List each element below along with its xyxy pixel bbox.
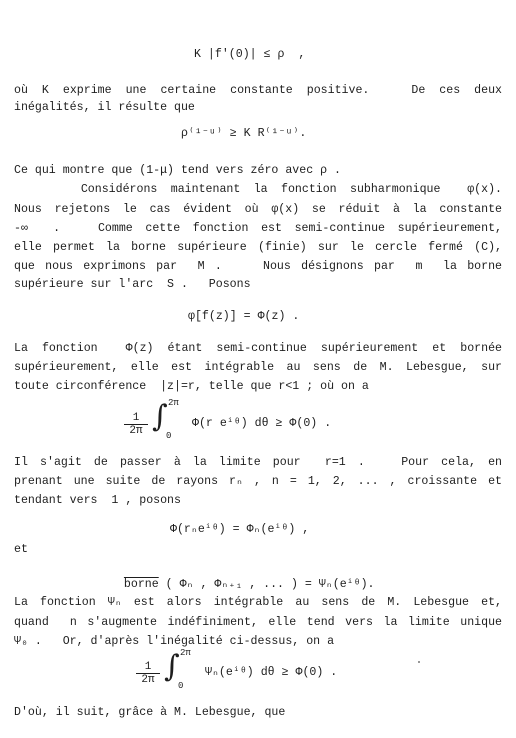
text-line: La fonction Φ(z) étant semi-continue supérieurement et bornée <box>14 342 502 355</box>
equation-rho-inequality: ρ⁽¹⁻ᵘ⁾ ≥ K R⁽¹⁻ᵘ⁾. <box>181 127 307 140</box>
text-line: La fonction Ψₙ est alors intégrable au sens de M. Lebesgue et, <box>14 596 502 609</box>
text-line: Il s'agit de passer à la limite pour r=1 . Pour cela, en <box>14 456 502 469</box>
text-line: supérieurement, elle est intégrable au sens de M. Lebesgue, sur <box>14 361 502 374</box>
text-line: et <box>14 543 28 556</box>
fraction-numerator: 1 <box>124 412 148 425</box>
fraction-numerator: 1 <box>136 661 160 674</box>
text-line: quand n s'augmente indéfiniment, elle tend vers la limite unique <box>14 616 502 629</box>
text-line: D'où, il suit, grâce à M. Lebesgue, que <box>14 706 286 719</box>
text-line: elle permet la borne supérieure (finie) sur le cercle fermé (C), <box>14 241 502 254</box>
borne-arguments: ( Φₙ , Φₙ₊₁ , ... ) = Ψₙ(eⁱᶿ). <box>158 578 375 591</box>
equation-derivative-bound: K |f'(0)| ≤ ρ , <box>194 48 306 61</box>
integral-upper-limit: 2π <box>180 648 191 658</box>
fraction-denominator: 2π <box>129 425 143 437</box>
fraction-one-over-two-pi <box>136 661 160 686</box>
text-line: Nous rejetons le cas évident où φ(x) se réduit à la constante <box>14 203 502 216</box>
text-line: Considérons maintenant la fonction subharmonique φ(x). <box>14 183 502 196</box>
integral-lower-limit: 0 <box>178 681 184 691</box>
equation-integral-integrand: Φ(r eⁱᶿ) dθ ≥ Φ(0) . <box>192 417 332 430</box>
scan-speck <box>418 661 420 663</box>
text-line: tendant vers 1 , posons <box>14 494 181 507</box>
text-line: prenant une suite de rayons rₙ , n = 1, 2, ... , croissante et <box>14 475 502 488</box>
equation-integral-integrand: Ψₙ(eⁱᶿ) dθ ≥ Φ(0) . <box>205 666 338 679</box>
text-line: Ce qui montre que (1-μ) tend vers zéro avec ρ . <box>14 164 341 177</box>
integral-upper-limit: 2π <box>168 398 179 408</box>
text-line: supérieure sur l'arc S . Posons <box>14 278 251 291</box>
equation-composition: φ[f(z)] = Φ(z) . <box>188 310 300 323</box>
integral-lower-limit: 0 <box>166 431 172 441</box>
text-line: -∞ . Comme cette fonction est semi-continue supérieurement, <box>14 222 502 235</box>
equation-psi-n-definition <box>110 564 375 592</box>
fraction-denominator: 2π <box>141 674 155 686</box>
fraction-one-over-two-pi <box>124 412 148 437</box>
integral-sign-icon: ∫ <box>152 399 168 434</box>
borne-overline: borne <box>123 578 159 591</box>
text-line: où K exprime une certaine constante positive. De ces deux <box>14 84 502 97</box>
equation-phi-n-definition: Φ(rₙeⁱᶿ) = Φₙ(eⁱᶿ) , <box>170 523 310 536</box>
text-line: inégalités, il résulte que <box>14 101 195 114</box>
text-line: Ψ₀ . Or, d'après l'inégalité ci-dessus, on a <box>14 635 335 648</box>
text-line: que nous exprimons par M . Nous désignons par m la borne <box>14 260 502 273</box>
integral-sign-icon: ∫ <box>164 649 180 684</box>
text-line: toute circonférence |z|=r, telle que r<1 ; où on a <box>14 380 369 393</box>
